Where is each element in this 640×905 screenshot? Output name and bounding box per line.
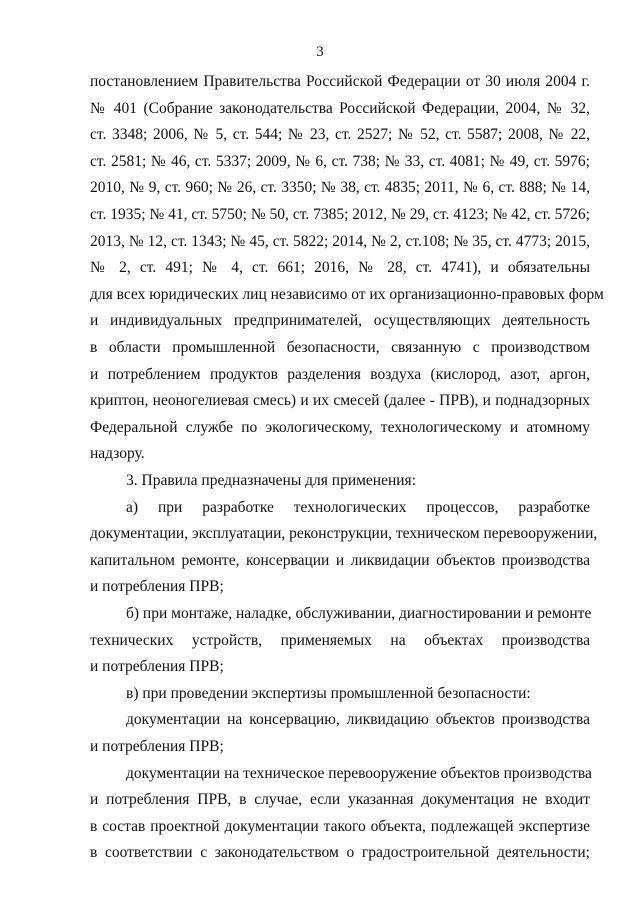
text-line: ст. 3348; 2006, № 5, ст. 544; № 23, ст. 2527; № 52, ст. 5587; 2008, № 22, (90, 126, 590, 144)
text-line: б) при монтаже, наладке, обслуживании, диагностировании и ремонте (126, 605, 592, 622)
text-line: 2010, № 9, ст. 960; № 26, ст. 3350; № 38, ст. 4835; 2011, № 6, ст. 888; № 14, (90, 179, 590, 197)
text-line: № 401 (Собрание законодательства Российской Федерации, 2004, № 32, (90, 99, 590, 117)
text-line: и потребления ПРВ, в случае, если указанная документация не входит (90, 791, 590, 809)
text-line: для всех юридических лиц независимо от их организационно-правовых форм (90, 285, 604, 303)
text-line: в) при проведении экспертизы промышленной безопасности: (126, 684, 531, 702)
text-line: постановлением Правительства Российской Федерации от 30 июля 2004 г. (90, 73, 590, 90)
text-line: и потребления ПРВ; (90, 738, 224, 755)
text-line: надзору. (90, 445, 145, 463)
text-line: 3. Правила предназначены для применения: (126, 472, 416, 489)
text-line: и потребления ПРВ; (90, 658, 224, 676)
text-line: в соответствии с законодательством о градостроительной деятельности; (90, 844, 590, 862)
text-line: капитальном ремонте, консервации и ликвидации объектов производства (90, 551, 590, 569)
text-line: и индивидуальных предпринимателей, осуществляющих деятельность (90, 312, 590, 330)
text-line: в состав проектной документации такого объекта, подлежащей экспертизе (90, 817, 590, 835)
text-line: документации на консервацию, ликвидацию объектов производства (126, 711, 590, 729)
text-line: ст. 2581; № 46, ст. 5337; 2009, № 6, ст. 738; № 33, ст. 4081; № 49, ст. 5976; (90, 152, 590, 170)
text-line: документации на техническое перевооружение объектов производства (126, 764, 592, 782)
text-line: документации, эксплуатации, реконструкции, техническом перевооружении, (90, 525, 598, 543)
text-line: в области промышленной безопасности, связанную с производством (90, 339, 590, 356)
text-line: 2013, № 12, ст. 1343; № 45, ст. 5822; 2014, № 2, ст.108; № 35, ст. 4773; 2015, (90, 232, 590, 250)
text-line: и потребления ПРВ; (90, 578, 224, 596)
text-line: Федеральной службе по экологическому, технологическому и атомному (90, 418, 590, 436)
text-line: технических устройств, применяемых на объектах производства (90, 631, 590, 649)
text-line: № 2, ст. 491; № 4, ст. 661; 2016, № 28, ст. 4741), и обязательны (90, 259, 590, 277)
text-line: и потреблением продуктов разделения воздуха (кислород, азот, аргон, (90, 365, 590, 383)
text-line: ст. 1935; № 41, ст. 5750; № 50, ст. 7385; 2012, № 29, ст. 4123; № 42, ст. 5726; (90, 206, 590, 223)
page-number: 3 (316, 44, 324, 60)
text-line: криптон, неоногелиевая смесь) и их смесей (далее - ПРВ), и поднадзорных (90, 392, 590, 410)
text-line: а) при разработке технологических процессов, разработке (126, 498, 590, 516)
